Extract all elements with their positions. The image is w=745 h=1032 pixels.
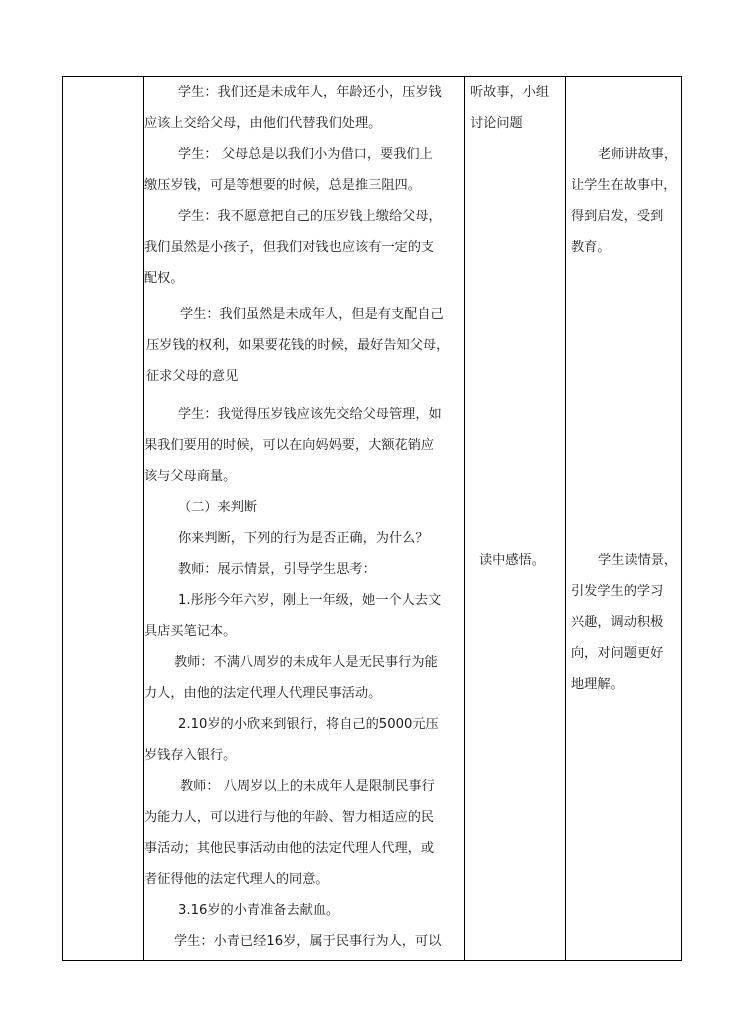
text-line: 学生：我不愿意把自己的压岁钱上缴给父母， [178,209,442,224]
text-line: 缴压岁钱，可是等想要的时候，总是推三阻四。 [144,178,421,193]
content-paragraph [174,926,441,957]
text-line: 学生：我们还是未成年人，年龄还小，压岁钱 [178,85,442,100]
text-line: 引发学生的学习 [571,584,664,599]
content-paragraph [144,399,442,492]
text-line: 地理解。 [571,677,624,692]
text-line: （二）来判断 [178,500,258,515]
text-line: 讨论问题 [470,116,523,131]
text-line: 教育。 [571,240,611,255]
content-paragraph [144,139,433,201]
text-line: 压岁钱的权利，如果要花钱的时候，最好告知父母， [146,338,450,353]
text-line: 学生： 父母总是以我们小为借口，要我们上 [178,147,433,162]
content-paragraph [144,585,442,647]
text-line: 果我们要用的时候，可以在向妈妈要，大额花销应 [144,438,435,453]
content-paragraph [144,77,442,139]
text-line: 我们虽然是小孩子，但我们对钱也应该有一定的支 [144,240,435,255]
text-line: 1.彤彤今年六岁，刚上一年级，她一个人去文 [178,593,442,608]
text-line: 者征得他的法定代理人的同意。 [144,872,329,887]
content-paragraph [178,523,429,554]
text-line: 让学生在故事中， [571,178,677,193]
text-line: 2.10岁的小欣来到银行，将自己的5000元压 [178,717,439,732]
text-line: 征求父母的意见 [146,369,239,384]
content-paragraph [178,895,339,926]
content-paragraph [144,771,435,895]
text-line: 你来判断，下列的行为是否正确，为什么？ [178,531,429,546]
text-line: 配权。 [144,271,184,286]
text-line: 3.16岁的小青准备去献血。 [178,903,340,918]
content-paragraph [144,647,438,709]
student-activity-text [470,77,549,139]
design-intent-cell [566,77,683,960]
text-line: 向，对问题更好 [571,646,664,661]
content-paragraph [144,201,442,294]
text-line: 学生读情景， [598,553,678,568]
text-line: 听故事，小组 [470,85,550,100]
content-paragraph [178,554,376,585]
section-heading [178,492,257,523]
text-line: 为能力人，可以进行与他的年龄、智力相适应的民 [144,810,435,825]
text-line: 学生：我觉得压岁钱应该先交给父母管理，如 [178,407,442,422]
text-line: 学生：我们虽然是未成年人，但是有支配自己 [180,307,444,322]
text-line: 学生：小青已经16岁，属于民事行为人，可以 [174,934,442,949]
text-line: 兴趣，调动积极 [571,615,664,630]
text-line: 教师：不满八周岁的未成年人是无民事行为能 [174,655,438,670]
text-line: 岁钱存入银行。 [144,748,237,763]
lesson-plan-table [62,76,682,961]
text-line: 得到启发，受到 [571,209,664,224]
design-intent-text [571,545,678,700]
content-paragraph [144,709,439,771]
student-activity-cell [465,77,566,960]
design-intent-text [571,139,678,263]
text-line: 教师： 八周岁以上的未成年人是限制民事行 [180,779,435,794]
text-line: 读中感悟。 [479,553,545,568]
text-line: 力人，由他的法定代理人代理民事活动。 [144,686,382,701]
text-line: 教师：展示情景，引导学生思考： [178,562,376,577]
text-line: 老师讲故事， [598,147,678,162]
teaching-content-cell [144,77,465,960]
text-line: 应该上交给父母，由他们代替我们处理。 [144,116,382,131]
student-activity-text [479,545,545,576]
content-paragraph [146,299,450,392]
text-line: 具店买笔记本。 [144,624,237,639]
text-line: 事活动；其他民事活动由他的法定代理人代理，或 [144,841,435,856]
text-line: 该与父母商量。 [144,469,237,484]
